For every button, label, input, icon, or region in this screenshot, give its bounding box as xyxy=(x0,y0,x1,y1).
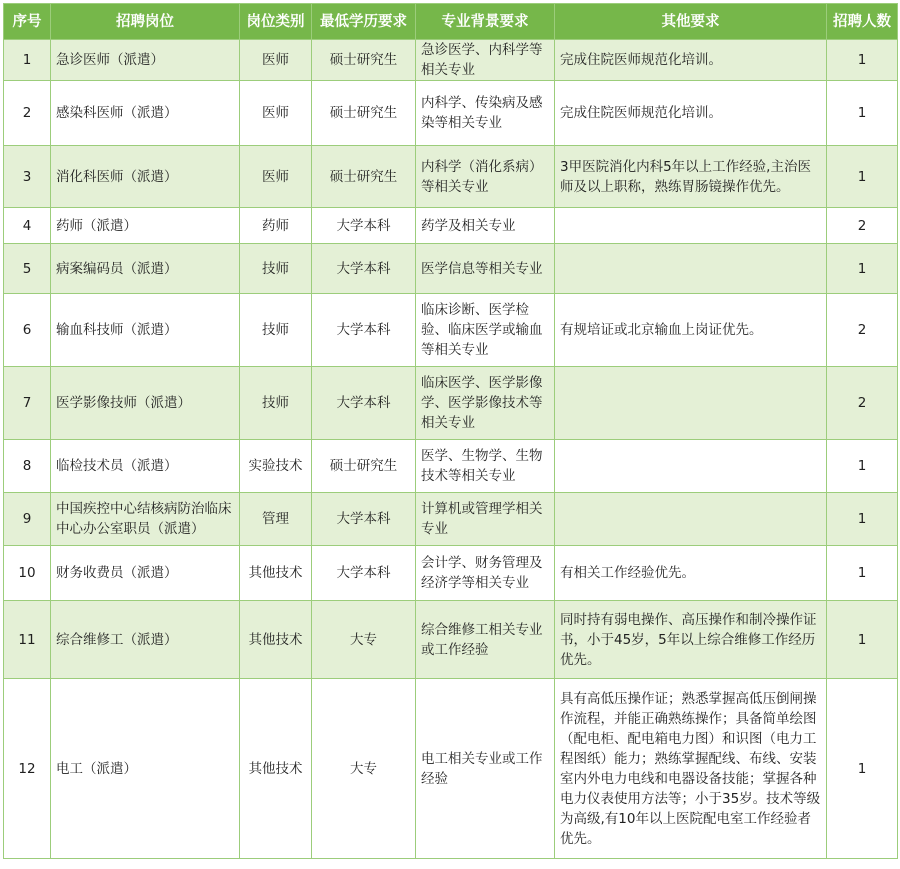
cell-no: 5 xyxy=(4,244,51,294)
cell-other xyxy=(555,440,827,493)
cell-count: 1 xyxy=(827,440,898,493)
cell-education: 硕士研究生 xyxy=(312,40,416,81)
cell-other: 有规培证或北京输血上岗证优先。 xyxy=(555,294,827,367)
cell-other: 具有高低压操作证；熟悉掌握高低压倒闸操作流程，并能正确熟练操作；具备简单绘图（配电柜、配电箱电力图）和识图（电力工程图纸）能力；熟练掌握配线、布线、安装室内外电力电线和电器设备技能；掌握各种电力仪表使用方法等；小于35岁。技术等级为高级,有10年以上医院配电室工作经验者优先。 xyxy=(555,679,827,859)
cell-position: 药师（派遣） xyxy=(51,208,240,244)
cell-category: 医师 xyxy=(240,40,312,81)
cell-position: 病案编码员（派遣） xyxy=(51,244,240,294)
cell-other: 3甲医院消化内科5年以上工作经验,主治医师及以上职称，熟练胃肠镜操作优先。 xyxy=(555,146,827,208)
cell-education: 硕士研究生 xyxy=(312,440,416,493)
cell-category: 其他技术 xyxy=(240,679,312,859)
cell-other: 同时持有弱电操作、高压操作和制冷操作证书，小于45岁，5年以上综合维修工作经历优先。 xyxy=(555,601,827,679)
cell-category: 药师 xyxy=(240,208,312,244)
cell-count: 1 xyxy=(827,81,898,146)
cell-other xyxy=(555,244,827,294)
cell-position: 急诊医师（派遣） xyxy=(51,40,240,81)
table-row xyxy=(4,81,898,146)
cell-no: 2 xyxy=(4,81,51,146)
cell-education: 大学本科 xyxy=(312,294,416,367)
header-row xyxy=(4,4,898,40)
cell-category: 其他技术 xyxy=(240,601,312,679)
cell-count: 1 xyxy=(827,244,898,294)
cell-education: 大学本科 xyxy=(312,244,416,294)
cell-education: 大学本科 xyxy=(312,208,416,244)
cell-category: 医师 xyxy=(240,81,312,146)
cell-other xyxy=(555,208,827,244)
cell-position: 医学影像技师（派遣） xyxy=(51,367,240,440)
header-no: 序号 xyxy=(4,4,51,40)
cell-major: 电工相关专业或工作经验 xyxy=(416,679,555,859)
cell-count: 1 xyxy=(827,146,898,208)
table-row xyxy=(4,244,898,294)
cell-category: 管理 xyxy=(240,493,312,546)
cell-category: 技师 xyxy=(240,367,312,440)
table-row xyxy=(4,40,898,81)
cell-major: 计算机或管理学相关专业 xyxy=(416,493,555,546)
cell-no: 10 xyxy=(4,546,51,601)
cell-category: 其他技术 xyxy=(240,546,312,601)
table-row xyxy=(4,146,898,208)
table-row xyxy=(4,367,898,440)
cell-major: 临床诊断、医学检验、临床医学或输血等相关专业 xyxy=(416,294,555,367)
table-row xyxy=(4,208,898,244)
header-category: 岗位类别 xyxy=(240,4,312,40)
header-position: 招聘岗位 xyxy=(51,4,240,40)
cell-no: 1 xyxy=(4,40,51,81)
cell-no: 6 xyxy=(4,294,51,367)
cell-major: 综合维修工相关专业或工作经验 xyxy=(416,601,555,679)
header-major: 专业背景要求 xyxy=(416,4,555,40)
cell-major: 医学、生物学、生物技术等相关专业 xyxy=(416,440,555,493)
table-row xyxy=(4,546,898,601)
cell-major: 会计学、财务管理及经济学等相关专业 xyxy=(416,546,555,601)
cell-other xyxy=(555,493,827,546)
table-row xyxy=(4,493,898,546)
table-row xyxy=(4,294,898,367)
cell-position: 临检技术员（派遣） xyxy=(51,440,240,493)
cell-category: 技师 xyxy=(240,244,312,294)
cell-education: 大专 xyxy=(312,679,416,859)
cell-education: 硕士研究生 xyxy=(312,146,416,208)
table-row xyxy=(4,440,898,493)
cell-position: 财务收费员（派遣） xyxy=(51,546,240,601)
cell-category: 技师 xyxy=(240,294,312,367)
cell-count: 2 xyxy=(827,294,898,367)
cell-other xyxy=(555,367,827,440)
cell-no: 11 xyxy=(4,601,51,679)
cell-category: 实验技术 xyxy=(240,440,312,493)
recruitment-table xyxy=(3,3,898,859)
cell-education: 大专 xyxy=(312,601,416,679)
cell-major: 药学及相关专业 xyxy=(416,208,555,244)
cell-position: 消化科医师（派遣） xyxy=(51,146,240,208)
cell-other: 完成住院医师规范化培训。 xyxy=(555,40,827,81)
cell-education: 大学本科 xyxy=(312,493,416,546)
cell-position: 电工（派遣） xyxy=(51,679,240,859)
cell-no: 9 xyxy=(4,493,51,546)
cell-count: 1 xyxy=(827,679,898,859)
cell-count: 1 xyxy=(827,493,898,546)
cell-education: 大学本科 xyxy=(312,367,416,440)
cell-position: 综合维修工（派遣） xyxy=(51,601,240,679)
cell-count: 2 xyxy=(827,367,898,440)
table-row xyxy=(4,679,898,859)
cell-position: 感染科医师（派遣） xyxy=(51,81,240,146)
cell-no: 7 xyxy=(4,367,51,440)
cell-education: 硕士研究生 xyxy=(312,81,416,146)
header-other: 其他要求 xyxy=(555,4,827,40)
cell-major: 急诊医学、内科学等相关专业 xyxy=(416,40,555,81)
cell-no: 8 xyxy=(4,440,51,493)
cell-education: 大学本科 xyxy=(312,546,416,601)
cell-position: 中国疾控中心结核病防治临床中心办公室职员（派遣） xyxy=(51,493,240,546)
cell-position: 输血科技师（派遣） xyxy=(51,294,240,367)
header-count: 招聘人数 xyxy=(827,4,898,40)
cell-no: 3 xyxy=(4,146,51,208)
cell-count: 2 xyxy=(827,208,898,244)
cell-count: 1 xyxy=(827,40,898,81)
cell-major: 内科学、传染病及感染等相关专业 xyxy=(416,81,555,146)
cell-no: 4 xyxy=(4,208,51,244)
cell-category: 医师 xyxy=(240,146,312,208)
header-education: 最低学历要求 xyxy=(312,4,416,40)
cell-no: 12 xyxy=(4,679,51,859)
cell-major: 内科学（消化系病）等相关专业 xyxy=(416,146,555,208)
cell-other: 完成住院医师规范化培训。 xyxy=(555,81,827,146)
cell-other: 有相关工作经验优先。 xyxy=(555,546,827,601)
cell-count: 1 xyxy=(827,546,898,601)
cell-count: 1 xyxy=(827,601,898,679)
cell-major: 医学信息等相关专业 xyxy=(416,244,555,294)
table-row xyxy=(4,601,898,679)
cell-major: 临床医学、医学影像学、医学影像技术等相关专业 xyxy=(416,367,555,440)
